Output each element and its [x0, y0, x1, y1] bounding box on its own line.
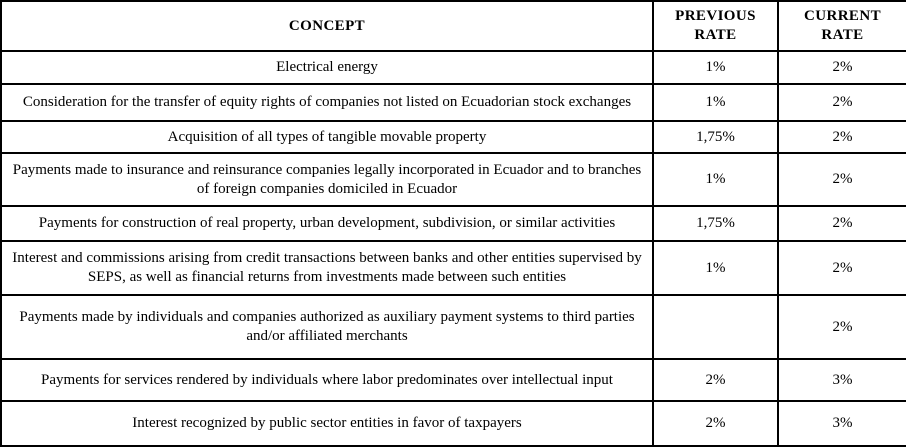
previous-rate-cell: 2%	[653, 401, 778, 446]
previous-rate-cell: 1%	[653, 153, 778, 206]
table-row	[1, 401, 906, 446]
current-rate-cell: 2%	[778, 206, 906, 241]
current-rate-cell: 3%	[778, 401, 906, 446]
previous-rate-cell: 1%	[653, 51, 778, 84]
previous-rate-cell: 2%	[653, 359, 778, 401]
concept-cell: Interest recognized by public sector entities in favor of taxpayers	[1, 401, 653, 446]
previous-rate-cell: 1%	[653, 241, 778, 295]
column-header-previous-rate: PREVIOUS RATE	[653, 1, 778, 51]
table-row	[1, 153, 906, 206]
current-rate-cell: 2%	[778, 84, 906, 121]
column-header-current-rate: CURRENT RATE	[778, 1, 906, 51]
table-row	[1, 51, 906, 84]
concept-cell: Interest and commissions arising from credit transactions between banks and other entities supervised by SEPS, as well as financial returns from investments made between such entities	[1, 241, 653, 295]
previous-rate-cell: 1%	[653, 84, 778, 121]
table-row	[1, 121, 906, 153]
concept-cell: Consideration for the transfer of equity rights of companies not listed on Ecuadorian stock exchanges	[1, 84, 653, 121]
concept-cell: Payments for construction of real property, urban development, subdivision, or similar activities	[1, 206, 653, 241]
table-row	[1, 206, 906, 241]
previous-rate-cell: 1,75%	[653, 121, 778, 153]
table-row	[1, 359, 906, 401]
current-rate-cell: 2%	[778, 51, 906, 84]
concept-cell: Payments made to insurance and reinsurance companies legally incorporated in Ecuador and to branches of foreign companies domiciled in Ecuador	[1, 153, 653, 206]
concept-cell: Acquisition of all types of tangible movable property	[1, 121, 653, 153]
concept-cell: Payments made by individuals and companies authorized as auxiliary payment systems to third parties and/or affiliated merchants	[1, 295, 653, 359]
current-rate-cell: 3%	[778, 359, 906, 401]
current-rate-cell: 2%	[778, 153, 906, 206]
table-row	[1, 84, 906, 121]
previous-rate-cell	[653, 295, 778, 359]
concept-cell: Payments for services rendered by individuals where labor predominates over intellectual input	[1, 359, 653, 401]
previous-rate-cell: 1,75%	[653, 206, 778, 241]
table-row	[1, 241, 906, 295]
current-rate-cell: 2%	[778, 241, 906, 295]
current-rate-cell: 2%	[778, 121, 906, 153]
column-header-concept: CONCEPT	[1, 1, 653, 51]
table-row	[1, 295, 906, 359]
table-header-row	[1, 1, 906, 51]
concept-cell: Electrical energy	[1, 51, 653, 84]
current-rate-cell: 2%	[778, 295, 906, 359]
